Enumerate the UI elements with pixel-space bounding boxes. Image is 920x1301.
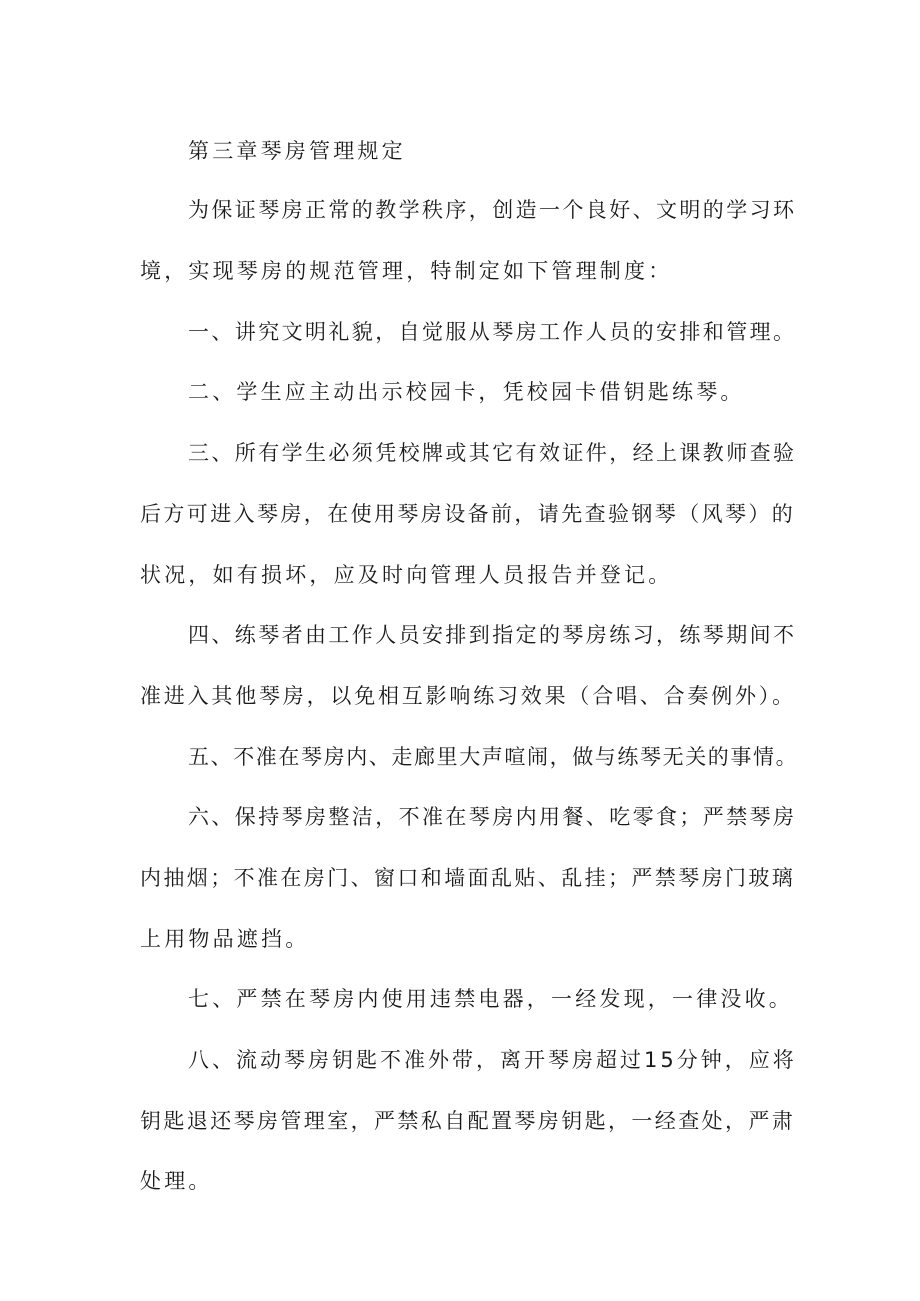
intro-line-1: 为保证琴房正常的教学秩序，创造一个良好、文明的学习环 — [188, 198, 797, 222]
rule-6-line-1: 六、保持琴房整洁，不准在琴房内用餐、吃零食；严禁琴房 — [188, 805, 797, 829]
rule-3-line-2: 后方可进入琴房，在使用琴房设备前，请先查验钢琴（风琴）的 — [140, 502, 796, 526]
rule-5-line-1: 五、不准在琴房内、走廊里大声喧闹，做与练琴无关的事情。 — [188, 745, 799, 769]
rule-7-line-1: 七、严禁在琴房内使用违禁电器，一经发现，一律没收。 — [188, 987, 793, 1011]
rule-8-line-2: 钥匙退还琴房管理室，严禁私自配置琴房钥匙，一经查处，严肃 — [140, 1109, 796, 1133]
rule-3-line-1: 三、所有学生必须凭校牌或其它有效证件，经上课教师查验 — [188, 441, 797, 465]
rule-6-line-2: 内抽烟；不准在房门、窗口和墙面乱贴、乱挂；严禁琴房门玻璃 — [140, 866, 796, 890]
rule-1-line-1: 一、讲究文明礼貌，自觉服从琴房工作人员的安排和管理。 — [188, 320, 797, 344]
rule-2-line-1: 二、学生应主动出示校园卡，凭校园卡借钥匙练琴。 — [188, 380, 745, 404]
rule-8-line-1: 八、流动琴房钥匙不准外带，离开琴房超过15分钟，应将 — [188, 1048, 797, 1072]
intro-line-2: 境，实现琴房的规范管理，特制定如下管理制度： — [140, 259, 673, 283]
rule-4-line-2: 准进入其他琴房，以免相互影响练习效果（合唱、合奏例外）。 — [140, 684, 796, 708]
rule-8-line-3: 处理。 — [140, 1169, 213, 1193]
rule-3-line-3: 状况，如有损坏，应及时向管理人员报告并登记。 — [140, 563, 673, 587]
page-title: 第三章琴房管理规定 — [188, 139, 406, 163]
rule-4-line-1: 四、练琴者由工作人员安排到指定的琴房练习，练琴期间不 — [188, 623, 797, 647]
rule-6-line-3: 上用物品遮挡。 — [140, 927, 310, 951]
